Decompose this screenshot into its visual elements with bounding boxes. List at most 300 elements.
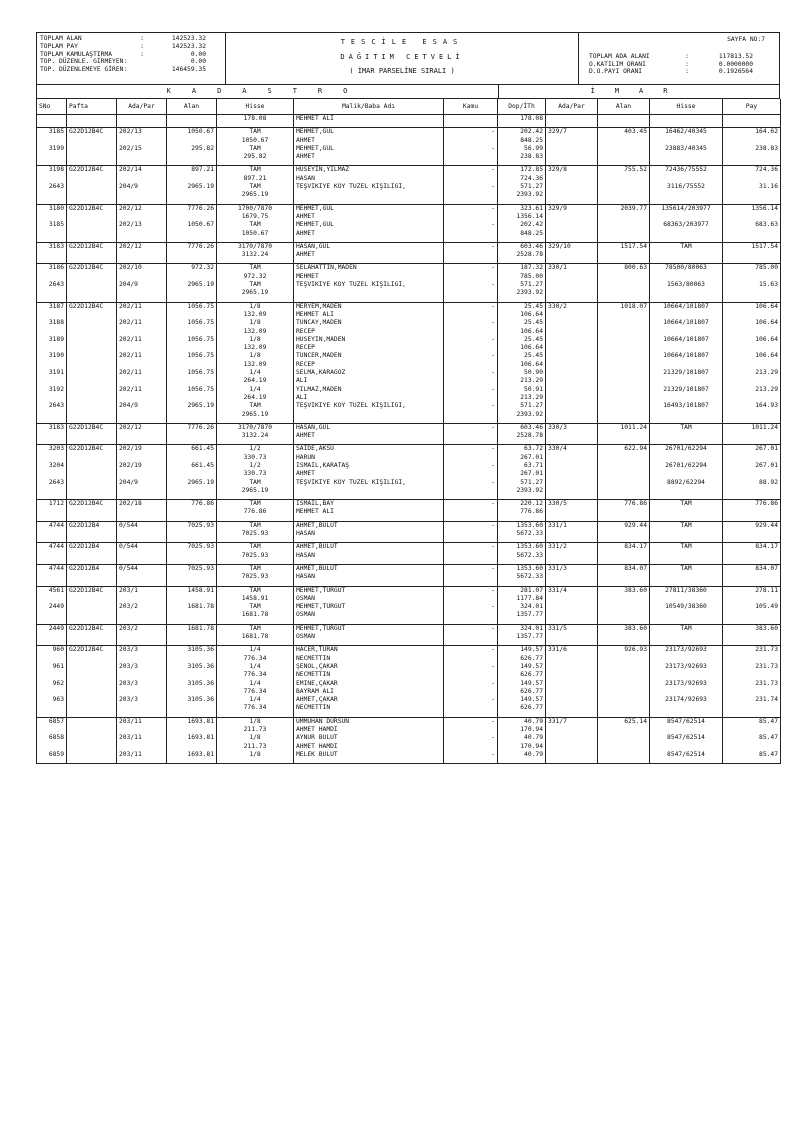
cell-hisse: TAM	[217, 543, 294, 552]
cell-pay: 267.01	[723, 462, 781, 470]
cell-kamu	[444, 377, 498, 385]
cell-pay: 383.60	[723, 624, 781, 633]
cell-imar-ada-par	[546, 369, 598, 377]
cell-imar-hisse	[650, 470, 723, 478]
cell-imar-hisse: 135614/203977	[650, 204, 723, 213]
cell-imar-alan: 929.44	[598, 521, 650, 530]
cell-dop: 571.27	[498, 281, 546, 289]
cell-imar-alan: 926.93	[598, 646, 650, 655]
title-block	[226, 33, 579, 84]
cell-malik: ŞENOL,ÇAKAR	[294, 663, 444, 671]
cell-imar-hisse: TAM	[650, 242, 723, 251]
cell-sno	[37, 688, 67, 696]
cell-kamu	[444, 633, 498, 641]
table-row	[37, 302, 781, 311]
cell-malik: HASAN	[294, 573, 444, 581]
cell-pafta	[67, 352, 117, 360]
cell-hisse: 1681.78	[217, 633, 294, 641]
cell-pay: 85.47	[723, 734, 781, 742]
cell-sno	[37, 213, 67, 221]
cell-pafta	[67, 717, 117, 726]
cell-imar-hisse	[650, 213, 723, 221]
cell-malik: MEHMET ALİ	[294, 115, 444, 124]
cell-pafta	[67, 508, 117, 516]
cell-kamu	[444, 704, 498, 712]
table-row	[37, 230, 781, 238]
cell-malik: İSMAİL,KARATAŞ	[294, 462, 444, 470]
cell-alan: 1056.75	[167, 336, 217, 344]
cell-malik: RECEP	[294, 361, 444, 369]
table-row	[37, 166, 781, 175]
cell-dop: 25.45	[498, 336, 546, 344]
cell-imar-alan	[598, 183, 650, 191]
cell-imar-alan	[598, 386, 650, 394]
table-row	[37, 586, 781, 595]
cell-dop: 267.01	[498, 454, 546, 462]
cell-imar-hisse	[650, 289, 723, 297]
cell-ada-par: 203/3	[117, 696, 167, 704]
cell-pafta	[67, 751, 117, 759]
cell-malik: HACER,TURAN	[294, 646, 444, 655]
cell-ada-par: 203/2	[117, 624, 167, 633]
cell-pay: 85.47	[723, 751, 781, 759]
cell-pay: 1011.24	[723, 423, 781, 432]
cell-dop: 5672.33	[498, 552, 546, 560]
cell-alan: 661.45	[167, 462, 217, 470]
cell-alan	[167, 726, 217, 734]
cell-alan	[167, 251, 217, 259]
cell-hisse: 132.09	[217, 311, 294, 319]
cell-hisse: TAM	[217, 564, 294, 573]
cell-imar-hisse	[650, 191, 723, 199]
cell-imar-hisse: 8547/62514	[650, 717, 723, 726]
cell-sno: 1712	[37, 500, 67, 509]
cell-sno: 6857	[37, 717, 67, 726]
cell-hisse: 1/8	[217, 352, 294, 360]
total-value: 142523.32	[171, 35, 206, 42]
cell-pafta	[67, 377, 117, 385]
cell-pay	[723, 230, 781, 238]
cell-pay	[723, 508, 781, 516]
cell-ada-par: 204/9	[117, 402, 167, 410]
cell-imar-alan: 625.14	[598, 717, 650, 726]
cell-hisse: TAM	[217, 281, 294, 289]
table-row	[37, 595, 781, 603]
section-band	[36, 85, 780, 99]
cell-alan	[167, 361, 217, 369]
cell-imar-alan: 403.45	[598, 128, 650, 137]
cell-hisse: 330.73	[217, 470, 294, 478]
cell-hisse: 330.73	[217, 454, 294, 462]
cell-kamu	[444, 175, 498, 183]
cell-dop: 571.27	[498, 183, 546, 191]
cell-pay	[723, 213, 781, 221]
separator-cell	[217, 759, 294, 764]
cell-pay	[723, 361, 781, 369]
cell-alan	[167, 595, 217, 603]
cell-hisse: 264.19	[217, 394, 294, 402]
cell-hisse: 1/4	[217, 369, 294, 377]
cell-alan	[167, 688, 217, 696]
cell-alan	[167, 508, 217, 516]
cell-malik: HASAN	[294, 530, 444, 538]
cell-malik: TUNCAY,MADEN	[294, 319, 444, 327]
cell-ada-par	[117, 289, 167, 297]
cell-pay: 834.07	[723, 564, 781, 573]
cell-imar-alan	[598, 743, 650, 751]
cell-kamu: -	[444, 646, 498, 655]
cell-malik: MEHMET,TURGUT	[294, 624, 444, 633]
cell-imar-alan	[598, 175, 650, 183]
cell-imar-ada-par	[546, 552, 598, 560]
cell-dop: 267.01	[498, 470, 546, 478]
table-body	[37, 115, 781, 764]
table-row	[37, 394, 781, 402]
cell-dop: 571.27	[498, 402, 546, 410]
cell-imar-hisse	[650, 530, 723, 538]
cell-ada-par	[117, 552, 167, 560]
cell-hisse: TAM	[217, 624, 294, 633]
cell-hisse: 132.09	[217, 328, 294, 336]
cell-hisse: TAM	[217, 166, 294, 175]
cell-imar-hisse	[650, 328, 723, 336]
cell-ada-par: 202/11	[117, 369, 167, 377]
cell-kamu: -	[444, 336, 498, 344]
table-row	[37, 432, 781, 440]
cell-alan	[167, 655, 217, 663]
cell-kamu: -	[444, 402, 498, 410]
cell-pay	[723, 470, 781, 478]
cell-pay	[723, 328, 781, 336]
cell-malik: MEHMET,GÜL	[294, 204, 444, 213]
total-value: 146459.35	[171, 66, 206, 74]
cell-dop: 106.64	[498, 311, 546, 319]
table-row	[37, 696, 781, 704]
table-row	[37, 336, 781, 344]
cell-sno	[37, 454, 67, 462]
cell-sno	[37, 175, 67, 183]
cell-ada-par	[117, 394, 167, 402]
cell-alan	[167, 704, 217, 712]
cell-malik: YILMAZ,MADEN	[294, 386, 444, 394]
cell-pafta	[67, 175, 117, 183]
cell-dop: 1353.60	[498, 564, 546, 573]
cell-imar-hisse	[650, 595, 723, 603]
cell-imar-alan	[598, 734, 650, 742]
cell-kamu: -	[444, 145, 498, 153]
cell-sno	[37, 394, 67, 402]
cell-kamu	[444, 726, 498, 734]
cell-dop: 626.77	[498, 655, 546, 663]
table-row	[37, 734, 781, 742]
cell-imar-ada-par	[546, 704, 598, 712]
cell-imar-ada-par: 331/1	[546, 521, 598, 530]
document-sheet	[36, 32, 780, 764]
cell-kamu	[444, 191, 498, 199]
cell-ada-par: 202/11	[117, 352, 167, 360]
table-row	[37, 242, 781, 251]
table-row	[37, 386, 781, 394]
cell-imar-ada-par	[546, 688, 598, 696]
cell-sno	[37, 361, 67, 369]
cell-kamu	[444, 432, 498, 440]
cell-alan: 7025.93	[167, 543, 217, 552]
cell-imar-hisse: 72436/75552	[650, 166, 723, 175]
cell-imar-ada-par: 331/3	[546, 564, 598, 573]
cell-imar-ada-par	[546, 336, 598, 344]
cell-hisse: TAM	[217, 500, 294, 509]
cell-hisse: 1/4	[217, 386, 294, 394]
cell-pafta: G22D12B4C	[67, 264, 117, 273]
cell-sno	[37, 289, 67, 297]
cell-malik	[294, 289, 444, 297]
separator-cell	[650, 759, 723, 764]
cell-imar-hisse	[650, 361, 723, 369]
cell-ada-par: 202/11	[117, 319, 167, 327]
cell-imar-ada-par	[546, 726, 598, 734]
cell-ada-par	[117, 743, 167, 751]
cell-imar-ada-par	[546, 230, 598, 238]
cell-pafta	[67, 454, 117, 462]
cell-ada-par: 203/3	[117, 646, 167, 655]
cell-kamu	[444, 595, 498, 603]
cell-malik: MEHMET ALİ	[294, 508, 444, 516]
total-value: 0.00	[190, 50, 206, 58]
cell-pafta	[67, 530, 117, 538]
cell-dop: 626.77	[498, 671, 546, 679]
cell-pay: 231.73	[723, 646, 781, 655]
cell-dop: 848.25	[498, 230, 546, 238]
cell-malik: AHMET,BULUT	[294, 543, 444, 552]
cell-pay	[723, 573, 781, 581]
cell-malik: MEHMET	[294, 273, 444, 281]
cell-imar-hisse	[650, 633, 723, 641]
cell-imar-hisse: 21329/101807	[650, 386, 723, 394]
table-row	[37, 377, 781, 385]
cell-pay: 106.64	[723, 336, 781, 344]
cell-imar-alan	[598, 595, 650, 603]
cell-imar-alan	[598, 454, 650, 462]
cell-sno	[37, 191, 67, 199]
table-row	[37, 688, 781, 696]
cell-sno: 961	[37, 663, 67, 671]
cell-pay: 1356.14	[723, 204, 781, 213]
cell-hisse: 776.34	[217, 704, 294, 712]
cell-sno: 3192	[37, 386, 67, 394]
cell-malik: OSMAN	[294, 633, 444, 641]
cell-pafta	[67, 462, 117, 470]
cell-imar-ada-par	[546, 344, 598, 352]
cell-malik: AHMET	[294, 213, 444, 221]
cell-dop: 603.46	[498, 242, 546, 251]
cell-imar-ada-par: 329/8	[546, 166, 598, 175]
cell-kamu: -	[444, 369, 498, 377]
cell-malik: TEŞVİKİYE KÖY TÜZEL KİŞİLİĞİ,	[294, 183, 444, 191]
cell-imar-ada-par	[546, 508, 598, 516]
cell-dop: 187.32	[498, 264, 546, 273]
cell-imar-hisse	[650, 611, 723, 619]
cell-imar-ada-par	[546, 454, 598, 462]
cell-malik: ÜMMÜHAN DURSUN	[294, 717, 444, 726]
cell-pafta	[67, 655, 117, 663]
cell-hisse: 1/8	[217, 751, 294, 759]
cell-hisse: 132.09	[217, 344, 294, 352]
table-row	[37, 655, 781, 663]
cell-ada-par	[117, 454, 167, 462]
cell-sno	[37, 611, 67, 619]
cell-malik: MEHMET,GÜL	[294, 221, 444, 229]
cell-dop: 202.42	[498, 128, 546, 137]
cell-malik: AHMET,ÇAKAR	[294, 696, 444, 704]
cell-alan: 2965.19	[167, 479, 217, 487]
cell-kamu: -	[444, 352, 498, 360]
table-row	[37, 204, 781, 213]
cell-pafta	[67, 743, 117, 751]
cell-malik: HARUN	[294, 454, 444, 462]
cell-alan	[167, 137, 217, 145]
cell-sno	[37, 344, 67, 352]
cell-pafta: G22D12B4C	[67, 624, 117, 633]
cell-imar-alan	[598, 319, 650, 327]
cell-imar-ada-par: 330/3	[546, 423, 598, 432]
cell-malik: MEHMET,TURGUT	[294, 586, 444, 595]
cell-pay	[723, 191, 781, 199]
cell-imar-alan: 776.86	[598, 500, 650, 509]
cell-imar-alan	[598, 663, 650, 671]
cell-dop: 626.77	[498, 688, 546, 696]
cell-pafta	[67, 328, 117, 336]
cell-malik: RECEP	[294, 328, 444, 336]
summary-label: TOPLAM ADA ALANI	[589, 52, 650, 60]
cell-kamu: -	[444, 751, 498, 759]
cell-alan: 661.45	[167, 445, 217, 454]
cell-pafta: G22D12B4C	[67, 166, 117, 175]
cell-hisse: 178.08	[217, 115, 294, 124]
cell-sno: 3198	[37, 166, 67, 175]
cell-sno: 4744	[37, 543, 67, 552]
cell-pafta	[67, 611, 117, 619]
cell-alan	[167, 671, 217, 679]
cell-hisse: TAM	[217, 603, 294, 611]
cell-sno: 3191	[37, 369, 67, 377]
cell-imar-hisse: 16462/40345	[650, 128, 723, 137]
cell-ada-par: 202/10	[117, 264, 167, 273]
cell-imar-hisse	[650, 655, 723, 663]
cell-pay: 278.11	[723, 586, 781, 595]
cell-kamu	[444, 508, 498, 516]
cell-malik: MEHMET,TURGUT	[294, 603, 444, 611]
cell-imar-alan	[598, 655, 650, 663]
cell-malik: HASAN,GÜL	[294, 423, 444, 432]
cell-sno	[37, 470, 67, 478]
cell-pay: 231.73	[723, 663, 781, 671]
cell-pay: 834.17	[723, 543, 781, 552]
cell-imar-ada-par	[546, 487, 598, 495]
cell-imar-hisse	[650, 377, 723, 385]
cell-ada-par: 202/13	[117, 221, 167, 229]
cell-malik: İSMAİL,BAY	[294, 500, 444, 509]
table-row	[37, 543, 781, 552]
cell-hisse: 1/4	[217, 696, 294, 704]
cell-imar-alan	[598, 394, 650, 402]
cell-pafta	[67, 344, 117, 352]
cell-dop: 220.12	[498, 500, 546, 509]
cell-kamu: -	[444, 462, 498, 470]
cell-imar-hisse: 68363/203977	[650, 221, 723, 229]
cell-imar-ada-par	[546, 479, 598, 487]
cell-alan: 972.32	[167, 264, 217, 273]
table-row	[37, 573, 781, 581]
table-row	[37, 751, 781, 759]
cell-pafta	[67, 311, 117, 319]
cell-malik: NECMETTİN	[294, 671, 444, 679]
cell-imar-hisse	[650, 743, 723, 751]
cell-imar-hisse: 23173/92693	[650, 680, 723, 688]
table-row	[37, 603, 781, 611]
cell-alan	[167, 611, 217, 619]
cell-imar-alan	[598, 115, 650, 124]
cell-pafta	[67, 281, 117, 289]
cell-sno	[37, 704, 67, 712]
cell-imar-ada-par	[546, 352, 598, 360]
cell-malik: AHMET HAMDİ	[294, 726, 444, 734]
cell-alan: 2965.19	[167, 402, 217, 410]
cell-alan: 7025.93	[167, 521, 217, 530]
cell-pay: 776.86	[723, 500, 781, 509]
table-row	[37, 470, 781, 478]
cell-alan: 7025.93	[167, 564, 217, 573]
cell-alan	[167, 432, 217, 440]
cell-imar-ada-par	[546, 183, 598, 191]
cell-imar-hisse: 23173/92693	[650, 663, 723, 671]
table-row	[37, 264, 781, 273]
cell-alan: 7776.26	[167, 423, 217, 432]
cell-ada-par	[117, 328, 167, 336]
cell-imar-alan: 755.52	[598, 166, 650, 175]
cell-imar-ada-par	[546, 394, 598, 402]
cell-imar-ada-par: 331/6	[546, 646, 598, 655]
cell-kamu	[444, 251, 498, 259]
cell-pay: 88.92	[723, 479, 781, 487]
cell-hisse: 132.09	[217, 361, 294, 369]
separator-cell	[498, 759, 546, 764]
table-row	[37, 402, 781, 410]
cell-hisse: 2965.19	[217, 289, 294, 297]
table-row	[37, 564, 781, 573]
cell-imar-hisse: TAM	[650, 500, 723, 509]
cell-imar-alan	[598, 251, 650, 259]
cell-pafta	[67, 688, 117, 696]
cell-sno: 3190	[37, 352, 67, 360]
cell-imar-ada-par	[546, 175, 598, 183]
cell-pafta	[67, 336, 117, 344]
cell-imar-ada-par	[546, 411, 598, 419]
cell-ada-par: 202/12	[117, 242, 167, 251]
cell-imar-alan	[598, 751, 650, 759]
cell-imar-alan: 2039.77	[598, 204, 650, 213]
cell-hisse: 1/4	[217, 663, 294, 671]
cell-malik: AHMET	[294, 137, 444, 145]
cell-sno: 962	[37, 680, 67, 688]
cell-imar-hisse: TAM	[650, 521, 723, 530]
cell-pafta	[67, 183, 117, 191]
cell-pay: 106.64	[723, 352, 781, 360]
cell-imar-hisse: TAM	[650, 423, 723, 432]
cell-dop: 1177.84	[498, 595, 546, 603]
cell-kamu	[444, 454, 498, 462]
cell-pay	[723, 743, 781, 751]
cell-pay	[723, 344, 781, 352]
